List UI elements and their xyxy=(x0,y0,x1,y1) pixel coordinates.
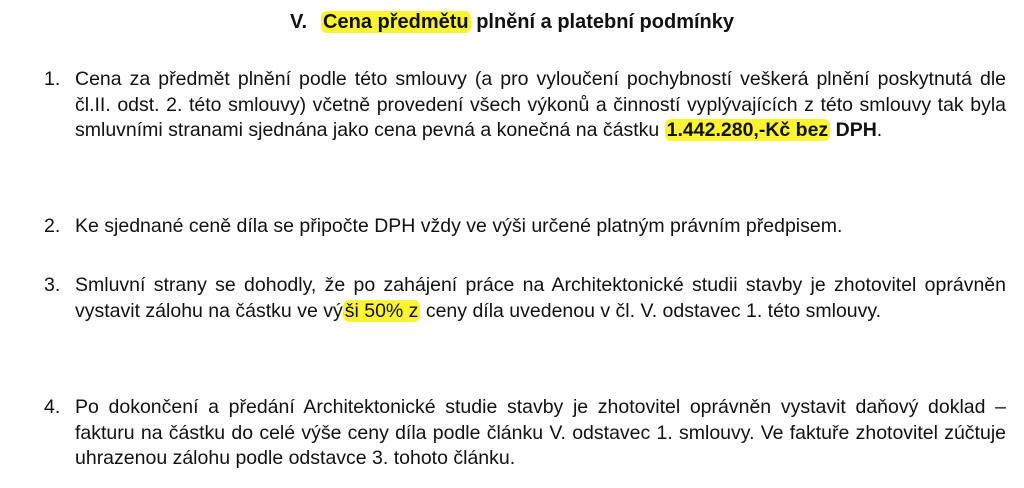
item-text: Po dokončení a předání Architektonické studie stavby je zhotovitel oprávněn vystavit daňový doklad – fakturu na částku do celé výše ceny díla podle článku V. odstavec 1. smlouvy. Ve faktuře zhotovitel zúčtuje uhrazenou zálohu podle odstavce 3. tohoto článku. xyxy=(75,396,1006,469)
heading-highlight: Cena předmětu xyxy=(323,11,469,33)
item-number: 4. xyxy=(44,396,61,418)
price-amount-tail: DPH xyxy=(835,119,877,141)
item-text-before: Smluvní strany se dohodly, že po zahájení práce na Architektonické studii stavby je zhotovitel oprávněn vystavit zálohu na částku ve vý xyxy=(75,274,1006,322)
item-text-after: ceny díla uvedenou v čl. V. odstavec 1. této smlouvy. xyxy=(420,299,882,322)
list-item-2 xyxy=(44,214,1006,240)
item-number: 3. xyxy=(44,274,61,296)
section-heading xyxy=(0,8,1024,36)
item-text xyxy=(75,67,1006,144)
list-item-4 xyxy=(44,395,1006,472)
price-amount-highlight: 1.442.280,-Kč bez xyxy=(666,119,829,141)
list-item-1 xyxy=(44,67,1006,144)
list-item-3 xyxy=(44,273,1006,324)
item-number: 2. xyxy=(44,215,61,237)
item-text xyxy=(75,273,1006,324)
item-text: Ke sjednané ceně díla se připočte DPH vždy ve výši určené platným právním předpisem. xyxy=(75,215,843,237)
item-number: 1. xyxy=(44,68,61,90)
section-number: V. xyxy=(289,11,308,33)
item-text-before: Cena za předmět plnění podle této smlouvy (a pro vyloučení pochybností veškerá plnění poskytnutá dle čl.II. odst. 2. této smlouvy) včetně provedení všech výkonů a činností vyplývajících z této smlouvy tak byla smluvními stranami sjednána jako cena pevná a konečná na částku xyxy=(75,68,1006,141)
item-text-after: . xyxy=(876,119,883,141)
deposit-highlight: ši 50% z xyxy=(344,299,419,322)
heading-rest: plnění a platební podmínky xyxy=(470,11,734,33)
